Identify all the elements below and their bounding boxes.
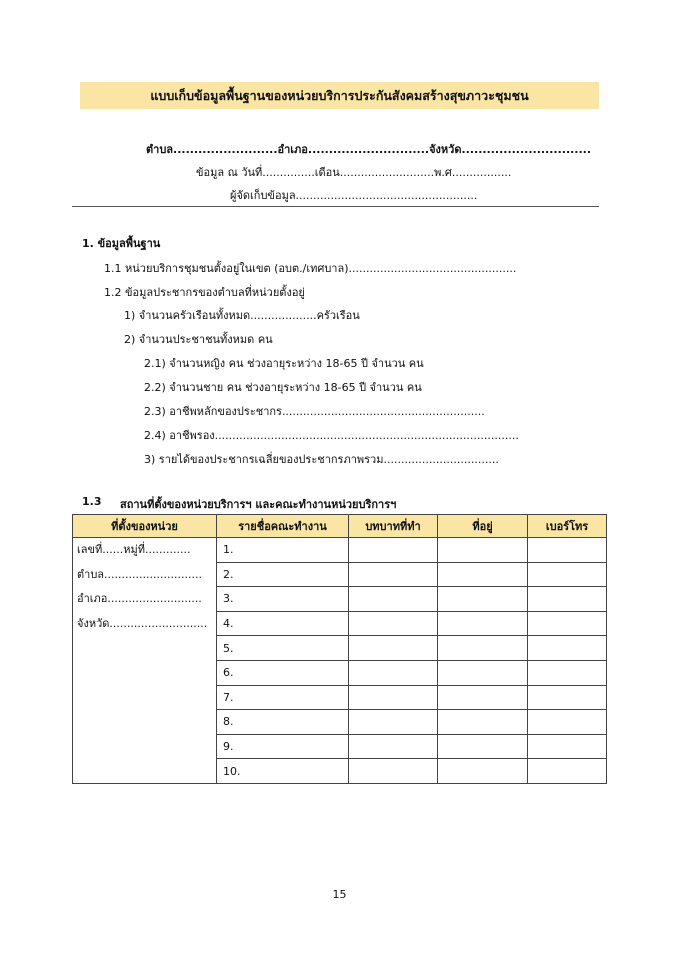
location-cell: [73, 538, 217, 784]
phone-cell[interactable]: [528, 611, 607, 636]
header-role: บทบาทที่ทำ: [349, 515, 438, 538]
form-title-text: แบบเก็บข้อมูลพื้นฐานของหน่วยบริการประกันสังคมสร้างสุขภาวะชุมชน: [150, 87, 529, 103]
phone-cell[interactable]: [528, 759, 607, 784]
phone-cell[interactable]: [528, 538, 607, 563]
role-cell[interactable]: [349, 636, 438, 661]
role-cell[interactable]: [349, 710, 438, 735]
table-header-row: [73, 515, 607, 538]
role-cell[interactable]: [349, 538, 438, 563]
header-phone: เบอร์โทร: [528, 515, 607, 538]
item-main-occupation: 2.3) อาชีพหลักของประชากร..........................................................: [144, 405, 485, 418]
row-number: 8.: [217, 710, 349, 735]
role-cell[interactable]: [349, 685, 438, 710]
location-province: จังหวัด............................: [77, 616, 208, 630]
header-address: ที่อยู่: [438, 515, 528, 538]
role-cell[interactable]: [349, 759, 438, 784]
address-cell[interactable]: [438, 587, 528, 612]
row-number: 2.: [217, 562, 349, 587]
row-number: 9.: [217, 734, 349, 759]
service-unit-table: [72, 514, 607, 784]
location-district: อำเภอ...........................: [77, 592, 202, 605]
header-committee: รายชื่อคณะทำงาน: [217, 515, 349, 538]
section-1-3-number: 1.3: [82, 495, 102, 508]
phone-cell[interactable]: [528, 734, 607, 759]
row-number: 10.: [217, 759, 349, 784]
phone-cell[interactable]: [528, 636, 607, 661]
header-location-line: ตำบล.........................อำเภอ.............................จังหวัด...............................: [146, 143, 592, 156]
location-house-number: เลขที่......หมู่ที่.............: [77, 543, 191, 556]
role-cell[interactable]: [349, 611, 438, 636]
phone-cell[interactable]: [528, 562, 607, 587]
location-subdistrict: ตำบล............................: [77, 567, 202, 581]
row-number: 3.: [217, 587, 349, 612]
phone-cell[interactable]: [528, 685, 607, 710]
phone-cell[interactable]: [528, 710, 607, 735]
page-number: 15: [332, 888, 347, 901]
item-1-2: 1.2 ข้อมูลประชากรของตำบลที่หน่วยตั้งอยู่: [104, 286, 305, 299]
item-1-1: 1.1 หน่วยบริการชุมชนตั้งอยู่ในเขต (อบต./เทศบาล)................................................: [104, 262, 517, 275]
form-title: [80, 82, 599, 109]
phone-cell[interactable]: [528, 660, 607, 685]
role-cell[interactable]: [349, 660, 438, 685]
section-1-heading: 1. ข้อมูลพื้นฐาน: [82, 237, 161, 250]
role-cell[interactable]: [349, 562, 438, 587]
role-cell[interactable]: [349, 587, 438, 612]
item-households: 1) จำนวนครัวเรือนทั้งหมด...................ครัวเรือน: [124, 309, 360, 322]
item-male: 2.2) จำนวนชาย คน ช่วงอายุระหว่าง 18-65 ปี จำนวน คน: [144, 381, 422, 394]
header-collector-line: ผู้จัดเก็บข้อมูล....................................................: [230, 189, 478, 202]
address-cell[interactable]: [438, 611, 528, 636]
address-cell[interactable]: [438, 710, 528, 735]
address-cell[interactable]: [438, 734, 528, 759]
row-number: 7.: [217, 685, 349, 710]
address-cell[interactable]: [438, 759, 528, 784]
address-cell[interactable]: [438, 562, 528, 587]
row-number: 4.: [217, 611, 349, 636]
header-date-line: ข้อมูล ณ วันที่...............เดือน...........................พ.ศ.................: [196, 166, 512, 179]
address-cell[interactable]: [438, 660, 528, 685]
address-cell[interactable]: [438, 685, 528, 710]
address-cell[interactable]: [438, 538, 528, 563]
row-number: 6.: [217, 660, 349, 685]
row-number: 1.: [217, 538, 349, 563]
section-1-3-heading: สถานที่ตั้งของหน่วยบริการฯ และคณะทำงานหน่วยบริการฯ: [120, 498, 397, 511]
row-number: 5.: [217, 636, 349, 661]
item-female: 2.1) จำนวนหญิง คน ช่วงอายุระหว่าง 18-65 ปี จำนวน คน: [144, 357, 424, 370]
address-cell[interactable]: [438, 636, 528, 661]
item-secondary-occupation: 2.4) อาชีพรอง.......................................................................................: [144, 429, 519, 442]
role-cell[interactable]: [349, 734, 438, 759]
header-divider: [72, 206, 599, 207]
item-average-income: 3) รายได้ของประชากรเฉลี่ยของประชากรภาพรวม.................................: [144, 453, 499, 466]
header-location: ที่ตั้งของหน่วย: [73, 515, 217, 538]
phone-cell[interactable]: [528, 587, 607, 612]
table-row: [73, 538, 607, 563]
item-population: 2) จำนวนประชาชนทั้งหมด คน: [124, 333, 273, 346]
